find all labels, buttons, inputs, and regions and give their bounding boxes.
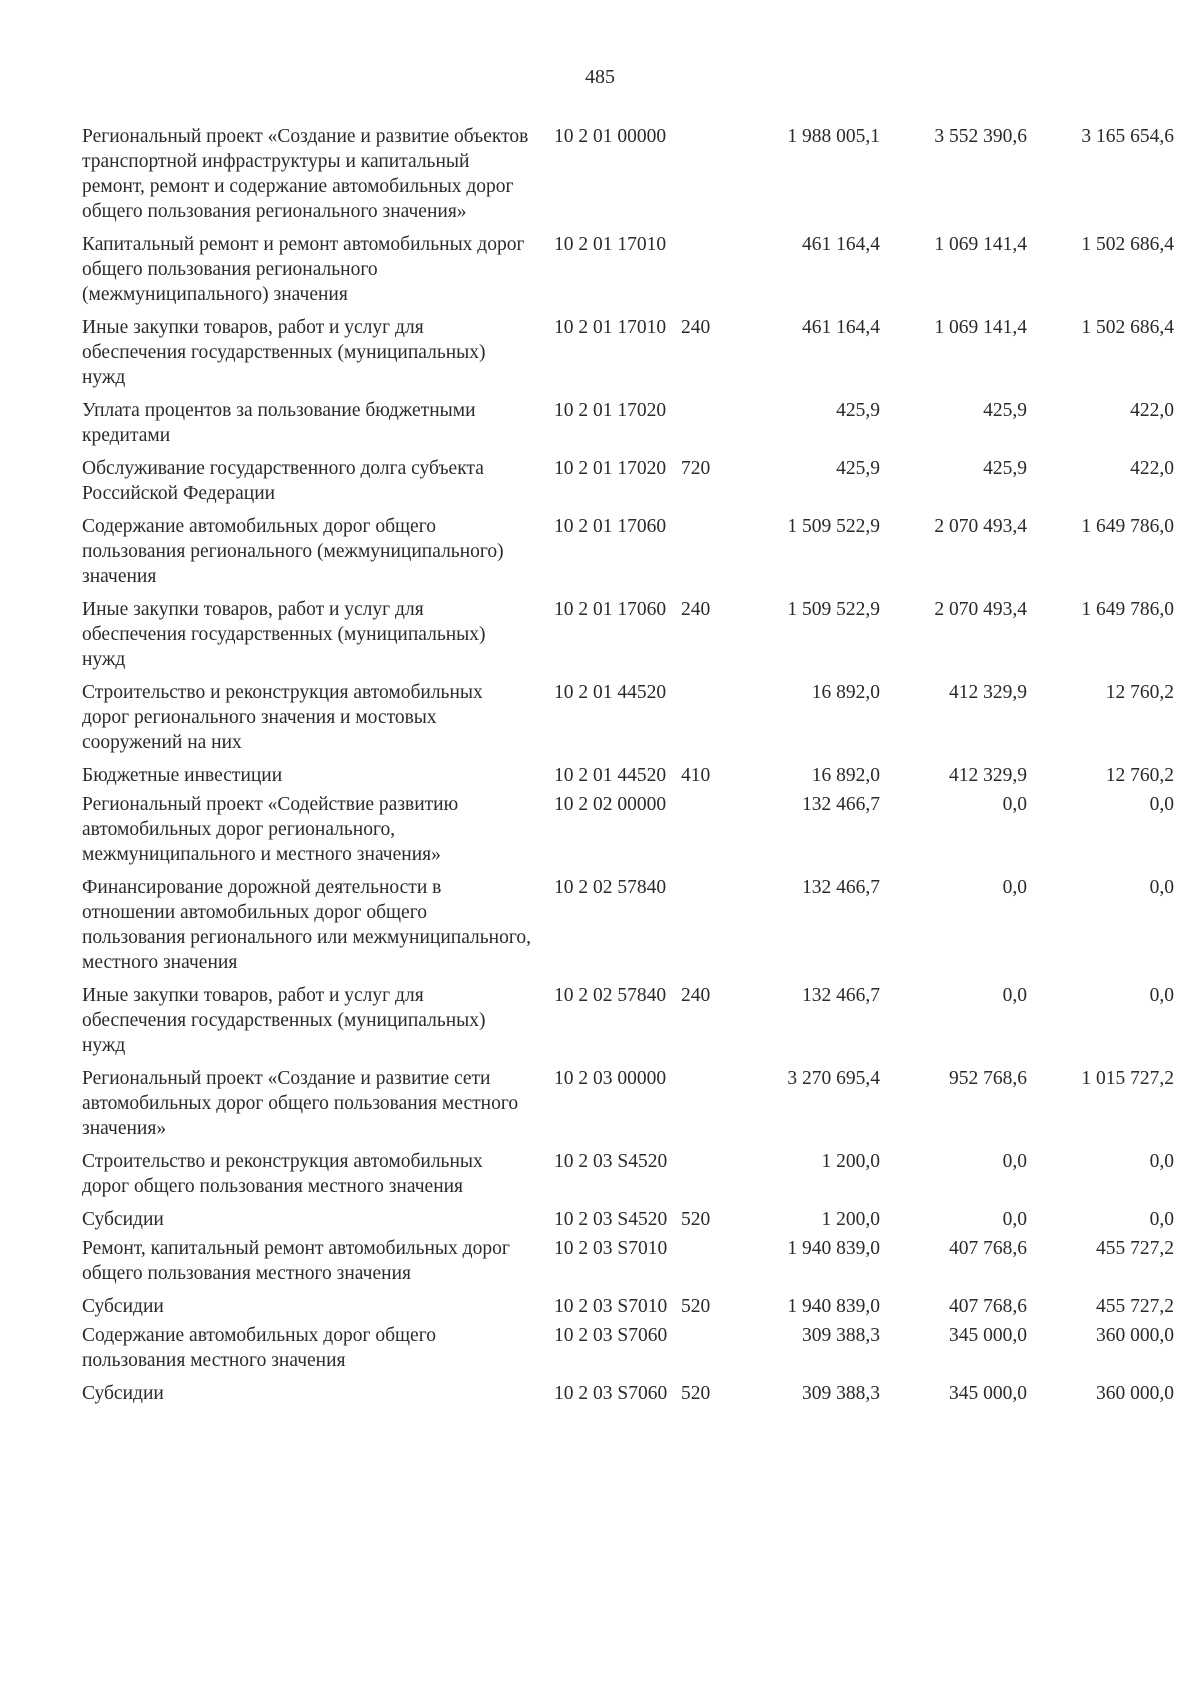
budget-table bbox=[82, 124, 1174, 1414]
row-type bbox=[681, 1323, 733, 1381]
row-value-3: 0,0 bbox=[1149, 794, 1174, 815]
row-value-1: 1 509 522,9 bbox=[787, 516, 880, 537]
row-value-2: 0,0 bbox=[1002, 877, 1027, 898]
row-code: 10 2 01 44520 bbox=[554, 682, 667, 703]
table-row bbox=[82, 763, 1174, 792]
table-row bbox=[82, 1207, 1174, 1236]
table-row bbox=[82, 1381, 1174, 1414]
row-code: 10 2 01 00000 bbox=[554, 126, 667, 147]
table-row bbox=[82, 456, 1174, 514]
row-value-1: 1 200,0 bbox=[821, 1151, 880, 1172]
row-value-1: 1 940 839,0 bbox=[787, 1296, 880, 1317]
row-type bbox=[681, 514, 733, 597]
row-name: Финансирование дорожной деятельности в отношении автомобильных дорог общего пользования регионального или межмуниципального, местного значения bbox=[82, 877, 531, 973]
row-value-3: 0,0 bbox=[1149, 985, 1174, 1006]
row-value-1: 16 892,0 bbox=[811, 765, 880, 786]
row-name: Региональный проект «Создание и развитие сети автомобильных дорог общего пользования местного значения» bbox=[82, 1068, 519, 1139]
table-row bbox=[82, 1294, 1174, 1323]
row-type bbox=[681, 1066, 733, 1149]
table-row bbox=[82, 1149, 1174, 1207]
row-value-3: 0,0 bbox=[1149, 1151, 1174, 1172]
table-row bbox=[82, 1066, 1174, 1149]
row-name: Региональный проект «Содействие развитию автомобильных дорог регионального, межмуниципального и местного значения» bbox=[82, 794, 459, 865]
row-value-2: 345 000,0 bbox=[949, 1383, 1027, 1404]
row-code: 10 2 03 00000 bbox=[554, 1068, 667, 1089]
row-value-2: 0,0 bbox=[1002, 1151, 1027, 1172]
row-type bbox=[681, 1236, 733, 1294]
row-name: Строительство и реконструкция автомобильных дорог регионального значения и мостовых сооружений на них bbox=[82, 682, 483, 753]
row-type: 410 bbox=[681, 765, 711, 786]
row-type bbox=[681, 124, 733, 232]
row-value-3: 1 015 727,2 bbox=[1081, 1068, 1174, 1089]
row-value-1: 3 270 695,4 bbox=[787, 1068, 880, 1089]
row-value-2: 0,0 bbox=[1002, 794, 1027, 815]
row-name: Обслуживание государственного долга субъекта Российской Федерации bbox=[82, 458, 484, 504]
row-value-1: 309 388,3 bbox=[802, 1325, 880, 1346]
row-name: Бюджетные инвестиции bbox=[82, 765, 283, 786]
row-value-1: 1 988 005,1 bbox=[787, 126, 880, 147]
row-value-2: 0,0 bbox=[1002, 985, 1027, 1006]
row-value-1: 425,9 bbox=[836, 400, 880, 421]
row-value-3: 360 000,0 bbox=[1096, 1383, 1174, 1404]
row-value-2: 407 768,6 bbox=[949, 1238, 1027, 1259]
table-row bbox=[82, 875, 1174, 983]
row-value-2: 425,9 bbox=[983, 400, 1027, 421]
row-code: 10 2 03 S7060 bbox=[554, 1383, 668, 1404]
row-value-3: 0,0 bbox=[1149, 877, 1174, 898]
row-code: 10 2 01 17060 bbox=[554, 599, 667, 620]
row-value-1: 1 200,0 bbox=[821, 1209, 880, 1230]
row-value-3: 1 649 786,0 bbox=[1081, 599, 1174, 620]
row-value-3: 360 000,0 bbox=[1096, 1325, 1174, 1346]
row-type: 520 bbox=[681, 1296, 711, 1317]
table-row bbox=[82, 680, 1174, 763]
row-code: 10 2 02 00000 bbox=[554, 794, 667, 815]
table-row bbox=[82, 983, 1174, 1066]
table-row bbox=[82, 514, 1174, 597]
row-value-2: 425,9 bbox=[983, 458, 1027, 479]
row-value-2: 412 329,9 bbox=[949, 682, 1027, 703]
row-value-2: 1 069 141,4 bbox=[934, 234, 1027, 255]
row-type bbox=[681, 398, 733, 456]
row-type bbox=[681, 232, 733, 315]
row-code: 10 2 02 57840 bbox=[554, 985, 667, 1006]
row-name: Субсидии bbox=[82, 1383, 164, 1404]
row-name: Иные закупки товаров, работ и услуг для обеспечения государственных (муниципальных) нужд bbox=[82, 985, 486, 1056]
row-type: 720 bbox=[681, 458, 711, 479]
row-value-1: 425,9 bbox=[836, 458, 880, 479]
row-value-1: 1 509 522,9 bbox=[787, 599, 880, 620]
table-row bbox=[82, 232, 1174, 315]
row-value-2: 2 070 493,4 bbox=[934, 516, 1027, 537]
row-name: Субсидии bbox=[82, 1209, 164, 1230]
row-type: 240 bbox=[681, 317, 711, 338]
row-code: 10 2 01 17010 bbox=[554, 234, 667, 255]
row-type bbox=[681, 792, 733, 875]
row-value-1: 461 164,4 bbox=[802, 317, 880, 338]
row-value-3: 0,0 bbox=[1149, 1209, 1174, 1230]
row-name: Субсидии bbox=[82, 1296, 164, 1317]
row-value-3: 1 649 786,0 bbox=[1081, 516, 1174, 537]
row-value-2: 952 768,6 bbox=[949, 1068, 1027, 1089]
row-code: 10 2 02 57840 bbox=[554, 877, 667, 898]
table-row bbox=[82, 792, 1174, 875]
row-name: Капитальный ремонт и ремонт автомобильных дорог общего пользования регионального (межмуниципального) значения bbox=[82, 234, 525, 305]
row-value-1: 132 466,7 bbox=[802, 877, 880, 898]
row-value-2: 2 070 493,4 bbox=[934, 599, 1027, 620]
row-name: Иные закупки товаров, работ и услуг для обеспечения государственных (муниципальных) нужд bbox=[82, 317, 486, 388]
row-code: 10 2 03 S7060 bbox=[554, 1325, 668, 1346]
row-value-2: 0,0 bbox=[1002, 1209, 1027, 1230]
row-name: Строительство и реконструкция автомобильных дорог общего пользования местного значения bbox=[82, 1151, 483, 1197]
row-value-3: 12 760,2 bbox=[1105, 682, 1174, 703]
row-value-2: 407 768,6 bbox=[949, 1296, 1027, 1317]
row-code: 10 2 03 S4520 bbox=[554, 1151, 668, 1172]
table-row bbox=[82, 597, 1174, 680]
row-type bbox=[681, 1149, 733, 1207]
row-type: 520 bbox=[681, 1209, 711, 1230]
row-code: 10 2 03 S4520 bbox=[554, 1209, 668, 1230]
row-type: 240 bbox=[681, 599, 711, 620]
row-value-1: 1 940 839,0 bbox=[787, 1238, 880, 1259]
row-code: 10 2 03 S7010 bbox=[554, 1296, 668, 1317]
table-row bbox=[82, 1323, 1174, 1381]
row-name: Уплата процентов за пользование бюджетными кредитами bbox=[82, 400, 476, 446]
row-name: Региональный проект «Создание и развитие объектов транспортной инфраструктуры и капитальный ремонт, ремонт и содержание автомобильных дорог общего пользования регионального значения» bbox=[82, 126, 529, 222]
row-code: 10 2 01 17010 bbox=[554, 317, 667, 338]
row-name: Иные закупки товаров, работ и услуг для обеспечения государственных (муниципальных) нужд bbox=[82, 599, 486, 670]
row-name: Ремонт, капитальный ремонт автомобильных дорог общего пользования местного значения bbox=[82, 1238, 510, 1284]
row-value-2: 1 069 141,4 bbox=[934, 317, 1027, 338]
row-code: 10 2 03 S7010 bbox=[554, 1238, 668, 1259]
table-row bbox=[82, 124, 1174, 232]
table-row bbox=[82, 398, 1174, 456]
row-value-3: 12 760,2 bbox=[1105, 765, 1174, 786]
row-value-1: 132 466,7 bbox=[802, 794, 880, 815]
row-name: Содержание автомобильных дорог общего пользования местного значения bbox=[82, 1325, 436, 1371]
row-value-1: 309 388,3 bbox=[802, 1383, 880, 1404]
row-type: 520 bbox=[681, 1383, 711, 1404]
row-code: 10 2 01 17020 bbox=[554, 458, 667, 479]
row-value-2: 412 329,9 bbox=[949, 765, 1027, 786]
row-value-3: 1 502 686,4 bbox=[1081, 234, 1174, 255]
row-value-3: 3 165 654,6 bbox=[1081, 126, 1174, 147]
row-type bbox=[681, 875, 733, 983]
row-value-1: 132 466,7 bbox=[802, 985, 880, 1006]
row-code: 10 2 01 17020 bbox=[554, 400, 667, 421]
row-value-1: 461 164,4 bbox=[802, 234, 880, 255]
row-value-3: 455 727,2 bbox=[1096, 1296, 1174, 1317]
row-type bbox=[681, 680, 733, 763]
row-value-3: 1 502 686,4 bbox=[1081, 317, 1174, 338]
row-type: 240 bbox=[681, 985, 711, 1006]
row-code: 10 2 01 17060 bbox=[554, 516, 667, 537]
table-row bbox=[82, 1236, 1174, 1294]
page-number: 485 bbox=[585, 66, 615, 88]
table-row bbox=[82, 315, 1174, 398]
row-value-3: 455 727,2 bbox=[1096, 1238, 1174, 1259]
row-code: 10 2 01 44520 bbox=[554, 765, 667, 786]
row-value-1: 16 892,0 bbox=[811, 682, 880, 703]
row-value-3: 422,0 bbox=[1130, 458, 1174, 479]
row-name: Содержание автомобильных дорог общего пользования регионального (межмуниципального) значения bbox=[82, 516, 504, 587]
row-value-2: 345 000,0 bbox=[949, 1325, 1027, 1346]
row-value-2: 3 552 390,6 bbox=[934, 126, 1027, 147]
row-value-3: 422,0 bbox=[1130, 400, 1174, 421]
